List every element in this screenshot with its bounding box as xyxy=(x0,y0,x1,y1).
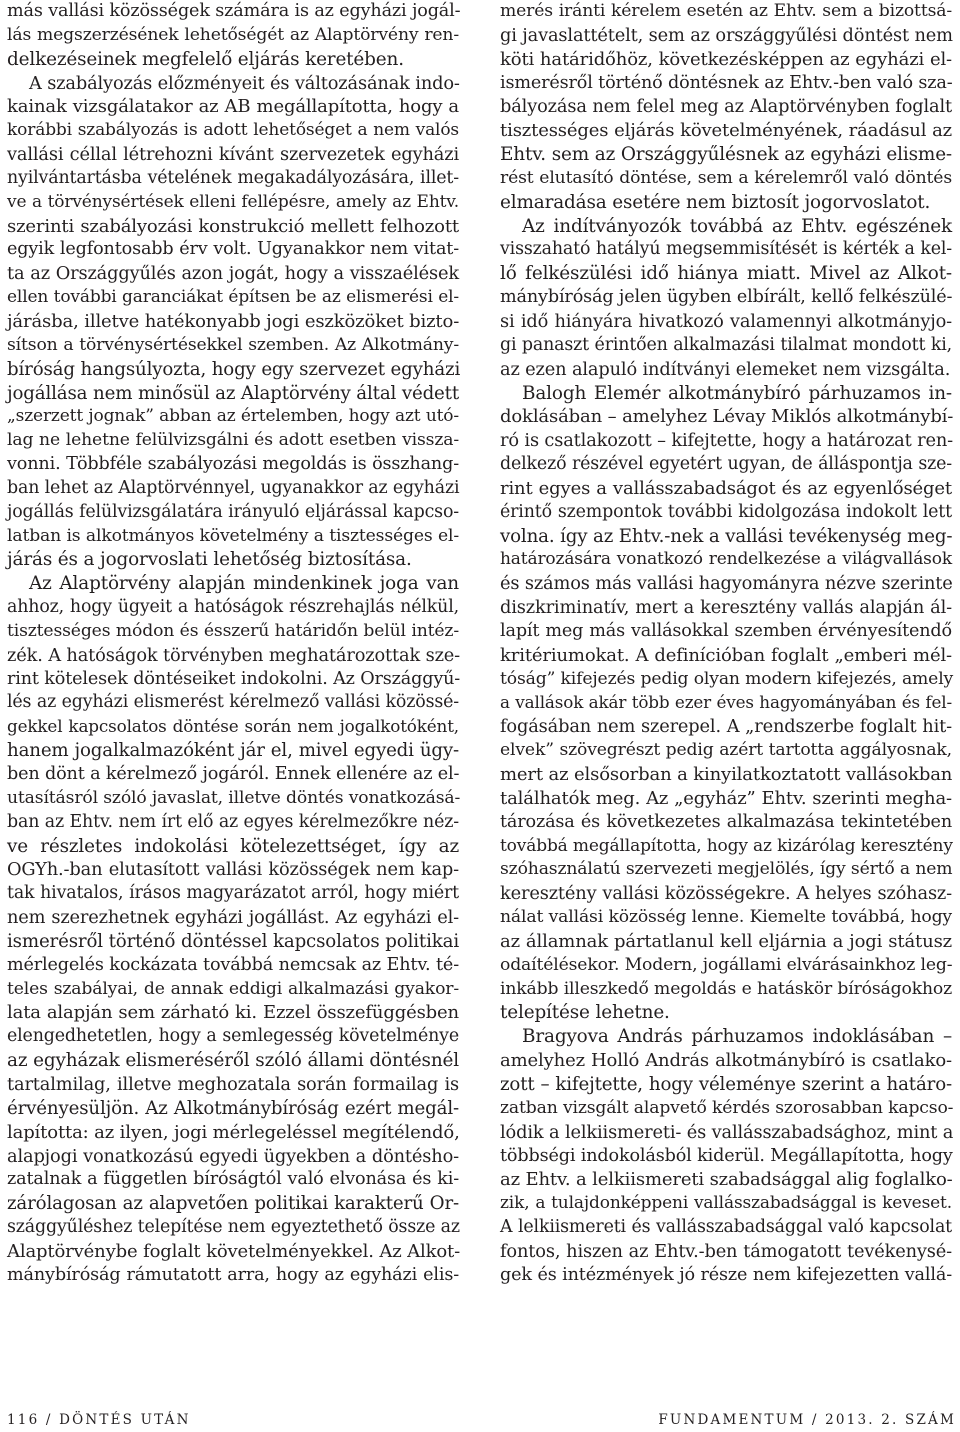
text-line: gekkel kapcsolatos döntése során nem jogalkotóként, xyxy=(7,716,459,737)
text-line: odaítélésekor. Modern, jogállami elvárásainkhoz leg- xyxy=(500,954,953,975)
text-line: utasításról szóló javaslat, illetve döntés vonatkozásá- xyxy=(7,787,461,808)
text-line: zatalnak a független bíróságtól való elvonása és ki- xyxy=(7,1169,459,1190)
text-line: elmaradása esetére nem biztosít jogorvoslatot. xyxy=(500,191,931,213)
text-line: delkező részével egyetért ugyan, de álláspontja sze- xyxy=(500,454,952,475)
text-line: lag ne lehetne felülvizsgálni és adott esetben vissza- xyxy=(7,430,459,451)
text-line: Bragyova András párhuzamos indoklásában – xyxy=(522,1026,952,1048)
text-line: diszkriminatív, mert a keresztény vallás alapján ál- xyxy=(500,597,952,619)
text-column-left xyxy=(7,0,459,1288)
text-line: jogállás felülvizsgálatára irányuló eljárással kapcso- xyxy=(7,501,459,522)
text-line: lapít meg más vallásokkal szemben érvényesítendő xyxy=(500,620,952,641)
text-line: doklásában – amelyhez Lévay Miklós alkotmánybí- xyxy=(500,406,954,428)
text-line: „szerzett jognak” abban az értelemben, hogy azt utó- xyxy=(7,406,459,427)
footer-page-section: 116 / DÖNTÉS UTÁN xyxy=(7,1412,191,1428)
text-line: járás és a jogorvoslati lehetőség biztosítása. xyxy=(7,549,412,571)
text-line: A szabályozás előzményeit és változásának indo- xyxy=(29,72,460,94)
text-line: sítson a törvénysértésekkel szemben. Az Alkotmány- xyxy=(7,334,459,355)
text-line: zott – kifejtette, hogy véleménye szerint a határo- xyxy=(500,1073,952,1095)
text-line: zék. A hatóságok törvényben meghatározottak sze- xyxy=(7,644,461,666)
text-line: vonni. Többféle szabályozási megoldás is összhang- xyxy=(7,454,459,475)
text-line: si idő hiányára hivatkozó valamennyi alkotmányjo- xyxy=(500,310,952,332)
text-line: bályozása nem felel meg az Alaptörvényben foglalt xyxy=(500,96,952,118)
text-line: nyilvántartásba vételének megakadályozására, illet- xyxy=(7,167,459,188)
text-line: elvek” szövegrészt pedig azért tartotta aggályosnak, xyxy=(500,740,952,761)
text-line: tóság” kifejezés pedig olyan modern kifejezés, amely xyxy=(500,668,954,689)
text-line: tározása és következetes alkalmazása tekintetében xyxy=(500,811,952,832)
text-line: Alaptörvénybe foglalt követelményekkel. Az Alkot- xyxy=(7,1240,461,1262)
text-line: zatban vizsgált alapvető kérdés szorosabban kapcso- xyxy=(500,1097,954,1118)
text-line: visszaható hatályú megsemmisítését is kérték a kel- xyxy=(500,239,952,260)
text-line: bíróság hangsúlyozta, hogy egy szervezet egyházi xyxy=(7,358,461,380)
text-line: az ezen alapuló indítványi elemeket nem vizsgálta. xyxy=(500,358,951,380)
text-line: tisztességes módon és ésszerű határidőn belül intéz- xyxy=(7,620,459,641)
text-line: mánybíróság rámutatott arra, hogy az egyházi elis- xyxy=(7,1264,459,1285)
text-line: gek és intézmények jó része nem kifejezetten vallá- xyxy=(500,1264,952,1285)
text-line: nem szerezhetnek egyházi jogállást. Az egyházi el- xyxy=(7,907,459,929)
text-line: ban az Ehtv. nem írt elő az egyes kérelmezőkre néz- xyxy=(7,811,459,832)
text-line: hanem jogalkalmazóként jár el, mivel egyedi ügy- xyxy=(7,740,459,762)
text-line: zik, a tulajdonképpeni vallásszabadsággal is keveset. xyxy=(500,1193,952,1214)
text-line: Balogh Elemér alkotmánybíró párhuzamos in- xyxy=(522,382,952,404)
text-line: tartalmilag, illetve meghozatala során formailag is xyxy=(7,1073,459,1095)
text-line: érvényesüljön. Az Alkotmánybíróság ezért megál- xyxy=(7,1097,459,1119)
text-line: kainak vizsgálatakor az AB megállapította, hogy a xyxy=(7,96,459,118)
text-line: ellen további garanciákat építsen be az elismerési el- xyxy=(7,287,459,308)
text-line: volna. így az Ehtv.-nek a vallási tevékenység meg- xyxy=(500,525,953,547)
text-line: rint egyes a vallásszabadságot és az egyenlőséget xyxy=(500,477,952,499)
text-line: érintő szempontok további kidolgozása indokolt lett xyxy=(500,501,952,522)
text-line: rést elutasító döntése, sem a kérelemről való döntés xyxy=(500,167,952,188)
text-line: más vallási közösségek számára is az egyházi jogál- xyxy=(7,1,461,21)
text-line: Az Alaptörvény alapján mindenkinek joga van xyxy=(29,573,459,595)
text-line: kritériumokat. A definícióban foglalt „emberi mél- xyxy=(500,644,952,666)
text-line: köti határidőhöz, következésképpen az egyházi el- xyxy=(500,48,952,70)
text-line: rint kötelesek döntéseiket indokolni. Az Országgyű- xyxy=(7,668,461,689)
text-line: többségi indokolásból kiderül. Megállapította, hogy xyxy=(500,1145,953,1166)
text-line: Az indítványozók továbbá az Ehtv. egészének xyxy=(522,215,952,237)
text-line: ismerésről történő döntésnek az Ehtv.-ben való sza- xyxy=(500,72,953,93)
text-line: lás megszerzésének lehetőségét az Alaptörvény ren- xyxy=(7,24,459,45)
text-line: mánybíróság jelen ügyben elbírált, kellő felkészülé- xyxy=(500,287,953,308)
text-line: a vallások akár több ezer éves hagyományában és fel- xyxy=(500,692,952,713)
text-line: mert az elsősorban a kinyilatkoztatott vallásokban xyxy=(500,764,953,785)
text-line: járásba, illetve hatékonyabb jogi eszközöket bizto- xyxy=(7,310,460,332)
text-line: ahhoz, hogy ügyeit a hatóságok részrehajlás nélkül, xyxy=(7,597,459,618)
text-line: merés iránti kérelem esetén az Ehtv. sem a bizottsá- xyxy=(500,1,952,21)
text-line: mérlegelés kockázata továbbá nemcsak az Ehtv. té- xyxy=(7,954,459,975)
text-line: határozására vonatkozó rendelkezése a világvallások xyxy=(500,549,952,570)
text-line: ve a törvénysértések elleni fellépésre, amely az Ehtv. xyxy=(7,191,459,212)
text-line: lés az egyházi elismerést kérelmező vallási közössé- xyxy=(7,692,459,713)
text-line: gi panaszt érintően alkalmazási tilalmat mondott ki, xyxy=(500,334,952,355)
text-line: Ehtv. sem az Országgyűlésnek az egyházi elisme- xyxy=(500,144,952,166)
text-line: latban is alkotmányos követelmény a tisztességes el- xyxy=(7,525,459,546)
text-line: ró is csatlakozott – kifejtette, hogy a határozat ren- xyxy=(500,430,953,452)
text-line: lapította: az ilyen, jogi mérlegeléssel megítélendő, xyxy=(7,1121,460,1143)
text-line: egyik legfontosabb érv volt. Ugyanakkor nem vitat- xyxy=(7,239,459,260)
text-line: szóhasználatú szervezeti megjelölés, így sértő a nem xyxy=(500,859,953,880)
text-line: ve részletes indokolási kötelezettséget, így az xyxy=(7,835,459,857)
text-line: és számos más vallási hagyományra nézve szerinte xyxy=(500,573,953,595)
text-line: korábbi szabályozás is adott lehetőséget a nem valós xyxy=(7,120,459,141)
text-line: fogásában nem szerepel. A „rendszerbe foglalt hit- xyxy=(500,716,952,738)
text-line: ban lehet az Alaptörvénnyel, ugyanakkor az egyházi xyxy=(7,477,460,498)
text-line: szággyűléshez telepítése nem egyeztethető össze az xyxy=(7,1217,460,1238)
text-line: gi javaslattételt, sem az országgyűlési döntést nem xyxy=(500,24,953,46)
text-line: lódik a lelkiismereti- és vallásszabadsághoz, mint a xyxy=(500,1121,954,1143)
text-line: ben dönt a kérelmező jogáról. Ennek ellenére az el- xyxy=(7,764,460,784)
text-line: vallási céllal létrehozni kívánt szervezetek egyházi xyxy=(7,144,459,166)
text-line: tak hivatalos, írásos magyarázatot arról, hogy miért xyxy=(7,883,459,904)
text-line: ta az Országgyűlés azon jogát, hogy a visszaélések xyxy=(7,263,459,285)
text-line: zárólagosan az alapvetően politikai karakterű Or- xyxy=(7,1193,459,1215)
text-line: A lelkiismereti és vallásszabadsággal való kapcsolat xyxy=(500,1217,952,1238)
text-line: az Ehtv. a lelkiismereti szabadsággal alig foglalko- xyxy=(500,1169,953,1191)
text-line: OGYh.-ban elutasított vallási közösségek nem kap- xyxy=(7,859,459,881)
text-line: lata alapján sem zárható ki. Ezzel összefüggésben xyxy=(7,1002,459,1024)
text-line: fontos, hiszen az Ehtv.-ben támogatott tevékenysé- xyxy=(500,1240,952,1262)
text-line: inkább illeszkedő megoldás e hatáskör bíróságokhoz xyxy=(500,978,952,999)
text-line: továbbá megállapította, hogy az kizárólag keresztény xyxy=(500,835,953,856)
text-line: lő felkészülési idő hiánya miatt. Mivel az Alkot- xyxy=(500,263,952,285)
text-line: amelyhez Holló András alkotmánybíró is csatlako- xyxy=(500,1050,952,1072)
text-line: elengedhetetlen, hogy a semlegesség követelménye xyxy=(7,1026,459,1047)
text-line: nálat vallási közösség lenne. Kiemelte továbbá, hogy xyxy=(500,907,952,928)
text-line: az államnak pártatlanul kell eljárnia a jogi státusz xyxy=(500,930,952,952)
text-line: ismerésről történő döntéssel kapcsolatos politikai xyxy=(7,930,459,952)
text-line: telepítése lehetne. xyxy=(500,1002,670,1024)
text-line: jogállása nem minősül az Alaptörvény által védett xyxy=(7,382,459,404)
text-column-right xyxy=(500,0,952,1288)
footer-journal-issue: FUNDAMENTUM / 2013. 2. SZÁM xyxy=(658,1412,956,1428)
text-line: találhatók meg. Az „egyház” Ehtv. szerinti megha- xyxy=(500,787,952,809)
text-line: tisztességes eljárás követelményének, ráadásul az xyxy=(500,120,952,142)
text-line: szerinti szabályozási konstrukció mellett felhozott xyxy=(7,215,459,237)
text-line: alapjogi vonatkozású egyedi ügyekben a döntésho- xyxy=(7,1145,459,1167)
text-line: teles szabályai, de annak eddigi alkalmazási gyakor- xyxy=(7,978,459,999)
text-line: az egyházak elismeréséről szóló állami döntésnél xyxy=(7,1050,459,1072)
text-line: delkezéseinek megfelelő eljárás keretében. xyxy=(7,48,404,70)
text-line: keresztény vallási közösségekre. A helyes szóhasz- xyxy=(500,883,952,905)
